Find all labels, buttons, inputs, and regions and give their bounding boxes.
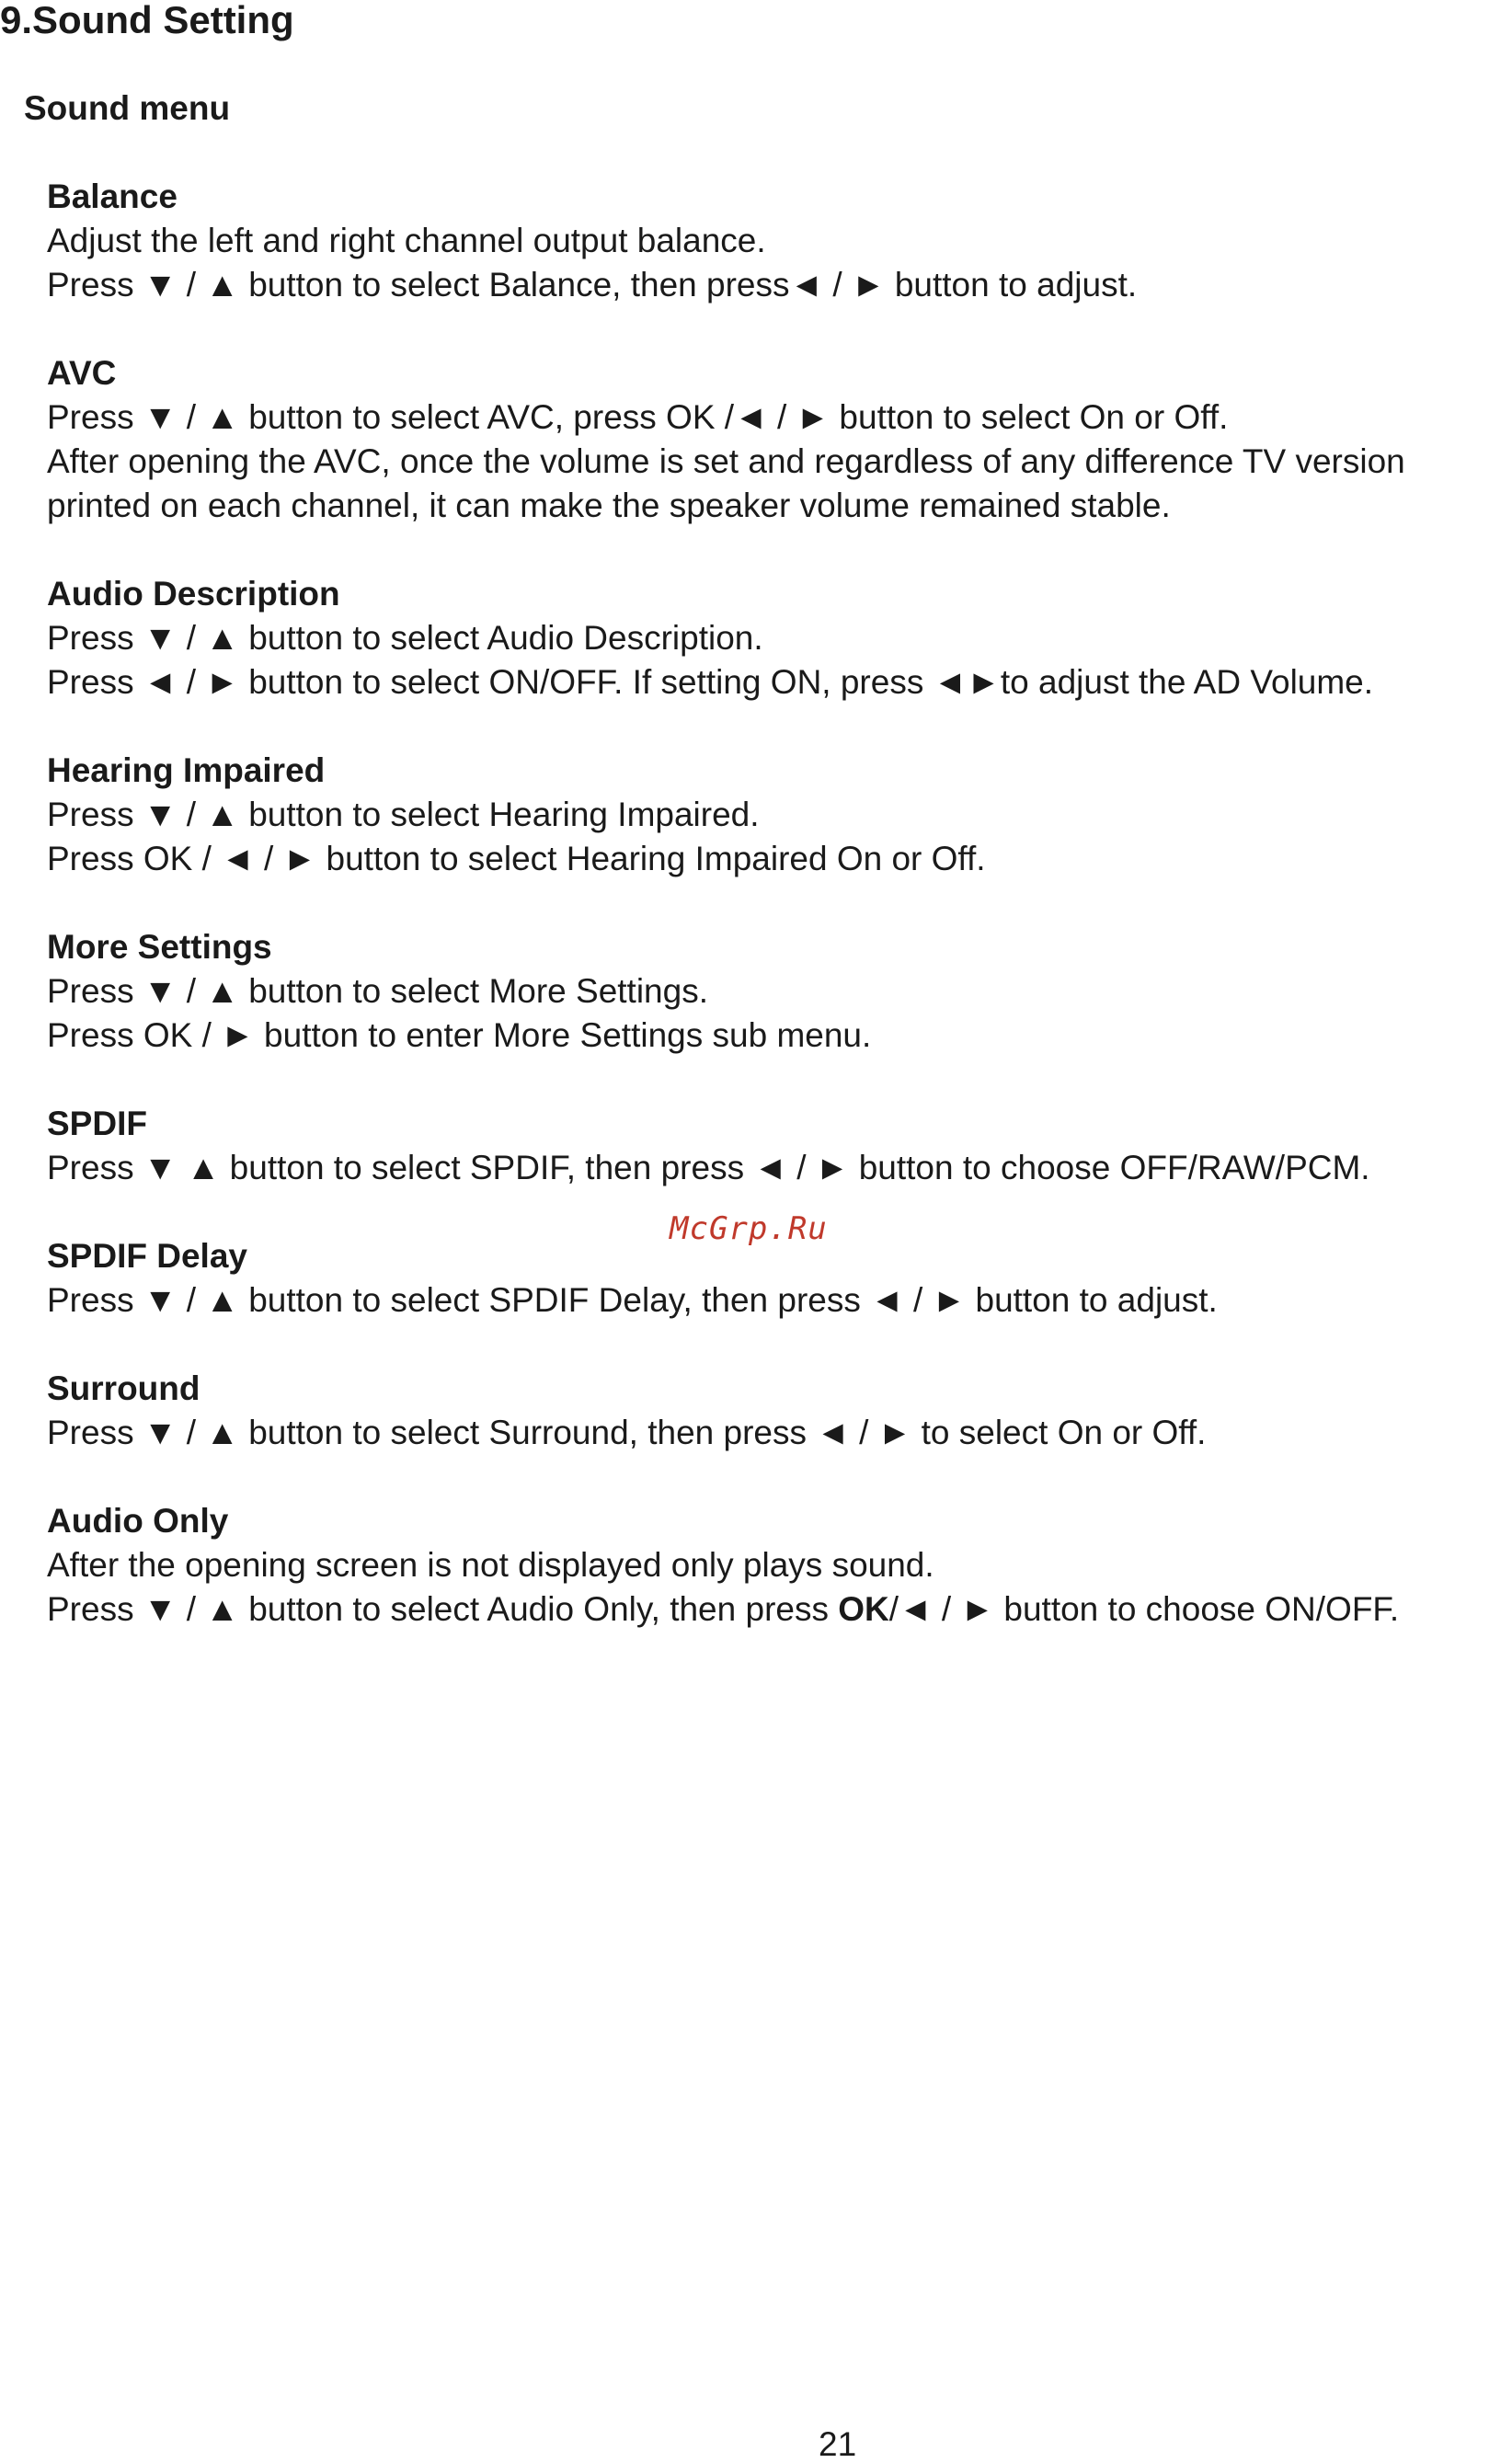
text-line: Press ▼ / ▲ button to select Audio Description. [47,619,763,657]
section-heading: Surround [47,1369,200,1407]
menu-title: Sound menu [24,89,231,127]
section-hearing-impaired [47,749,1512,881]
section-audio-description [47,572,1512,705]
text-fragment: Press ▼ / ▲ button to select Audio Only, then press [47,1590,839,1628]
text-line: Press ▼ / ▲ button to select SPDIF Delay, then press ◄ / ► button to adjust. [47,1281,1218,1319]
section-heading: Balance [47,178,178,215]
text-line: Press ▼ / ▲ button to select Balance, then press◄ / ► button to adjust. [47,266,1138,304]
text-line: Press ▼ / ▲ button to select More Settings. [47,972,708,1010]
text-line: After the opening screen is not displayed only plays sound. [47,1546,934,1584]
text-line: printed on each channel, it can make the speaker volume remained stable. [47,487,1171,524]
page-number: 21 [819,2425,857,2463]
section-spdif [47,1102,1512,1190]
text-line: Press ◄ / ► button to select ON/OFF. If setting ON, press ◄►to adjust the AD Volume. [47,663,1374,701]
text-line: Press ▼ / ▲ button to select Surround, then press ◄ / ► to select On or Off. [47,1414,1207,1451]
section-avc [47,351,1512,528]
ok-bold-text: OK [838,1590,889,1628]
section-surround [47,1367,1512,1455]
section-heading: SPDIF [47,1105,147,1142]
text-line: Adjust the left and right channel output balance. [47,222,766,259]
section-heading: More Settings [47,928,272,966]
page-title: 9.Sound Setting [0,0,294,41]
section-heading: Audio Description [47,575,340,613]
text-line [47,1587,1512,1632]
text-fragment: /◄ / ► button to choose ON/OFF. [888,1590,1400,1628]
text-line: Press ▼ ▲ button to select SPDIF, then press ◄ / ► button to choose OFF/RAW/PCM. [47,1149,1370,1186]
section-heading: Audio Only [47,1502,229,1540]
section-audio-only [47,1499,1512,1632]
text-line: Press ▼ / ▲ button to select AVC, press OK /◄ / ► button to select On or Off. [47,398,1229,436]
text-line: Press OK / ► button to enter More Settings sub menu. [47,1016,872,1054]
section-heading: Hearing Impaired [47,751,326,789]
section-balance [47,175,1512,307]
watermark: McGrp.Ru [670,1210,828,1247]
section-spdif-delay [47,1234,1512,1323]
text-line: Press OK / ◄ / ► button to select Hearing Impaired On or Off. [47,840,986,877]
content [47,175,1512,1676]
text-line: After opening the AVC, once the volume is set and regardless of any difference TV version [47,442,1405,480]
section-heading: AVC [47,354,117,392]
text-line: Press ▼ / ▲ button to select Hearing Impaired. [47,796,760,833]
section-heading: SPDIF Delay [47,1237,247,1275]
section-more-settings [47,925,1512,1058]
